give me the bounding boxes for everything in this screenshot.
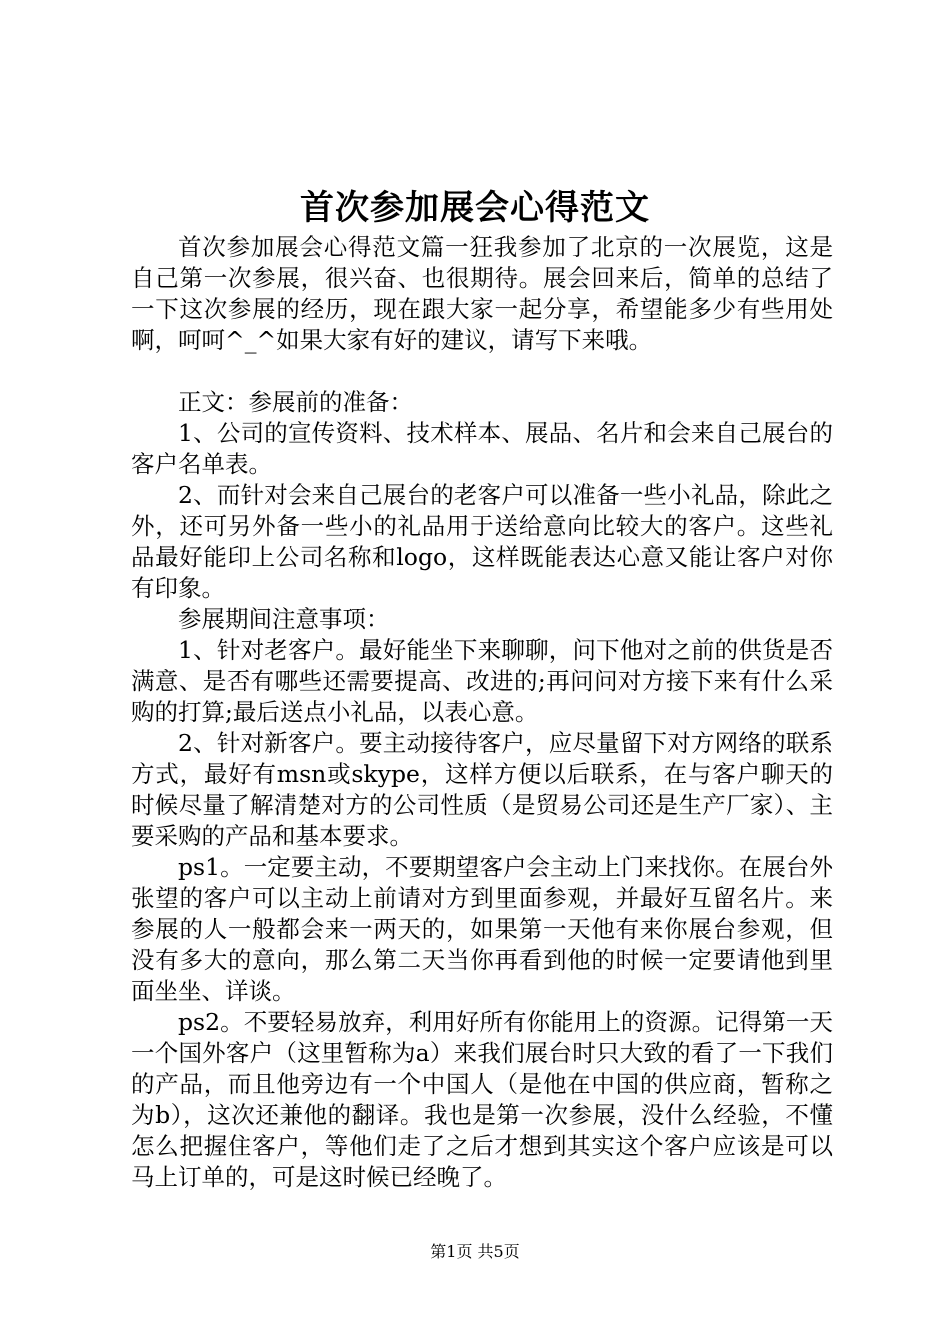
preparation-item-2: 2、而针对会来自己展台的老客户可以准备一些小礼品，除此之外，还可另外备一些小的礼品用于送给意向比较大的客户。这些礼品最好能印上公司名称和logo，这样既能表达心意又能让客户对你有印象。 xyxy=(131,481,833,602)
page-number-footer: 第1页 共5页 xyxy=(430,1242,520,1261)
document-title: 首次参加展会心得范文 xyxy=(300,188,650,228)
preparation-item-1: 1、公司的宣传资料、技术样本、展品、名片和会来自己展台的客户名单表。 xyxy=(131,419,833,478)
notes-item-1: 1、针对老客户。最好能坐下来聊聊，问下他对之前的供货是否满意、是否有哪些还需要提高、改进的;再问问对方接下来有什么采购的打算;最后送点小礼品，以表心意。 xyxy=(131,636,833,726)
ps2-paragraph: ps2。不要轻易放弃，利用好所有你能用上的资源。记得第一天一个国外客户（这里暂称为a）来我们展台时只大致的看了一下我们的产品，而且他旁边有一个中国人（是他在中国的供应商，暂称之为b），这次还兼他的翻译。我也是第一次参展，没什么经验，不懂怎么把握住客户，等他们走了之后才想到其实这个客户应该是可以马上订单的，可是这时候已经晚了。 xyxy=(131,1008,833,1191)
section-heading-notes: 参展期间注意事项： xyxy=(178,605,390,633)
document-body xyxy=(131,232,833,1193)
section-heading-preparation: 正文：参展前的准备： xyxy=(178,388,413,416)
notes-item-2: 2、针对新客户。要主动接待客户，应尽量留下对方网络的联系方式，最好有msn或skype，这样方便以后联系，在与客户聊天的时候尽量了解清楚对方的公司性质（是贸易公司还是生产厂家）、主要采购的产品和基本要求。 xyxy=(131,729,833,850)
intro-paragraph: 首次参加展会心得范文篇一狂我参加了北京的一次展览，这是自己第一次参展，很兴奋、也很期待。展会回来后，简单的总结了一下这次参展的经历，现在跟大家一起分享，希望能多少有些用处啊，呵呵^_^如果大家有好的建议，请写下来哦。 xyxy=(131,233,833,354)
ps1-paragraph: ps1。一定要主动，不要期望客户会主动上门来找你。在展台外张望的客户可以主动上前请对方到里面参观，并最好互留名片。来参展的人一般都会来一两天的，如果第一天他有来你展台参观，但没有多大的意向，那么第二天当你再看到他的时候一定要请他到里面坐坐、详谈。 xyxy=(131,853,833,1005)
